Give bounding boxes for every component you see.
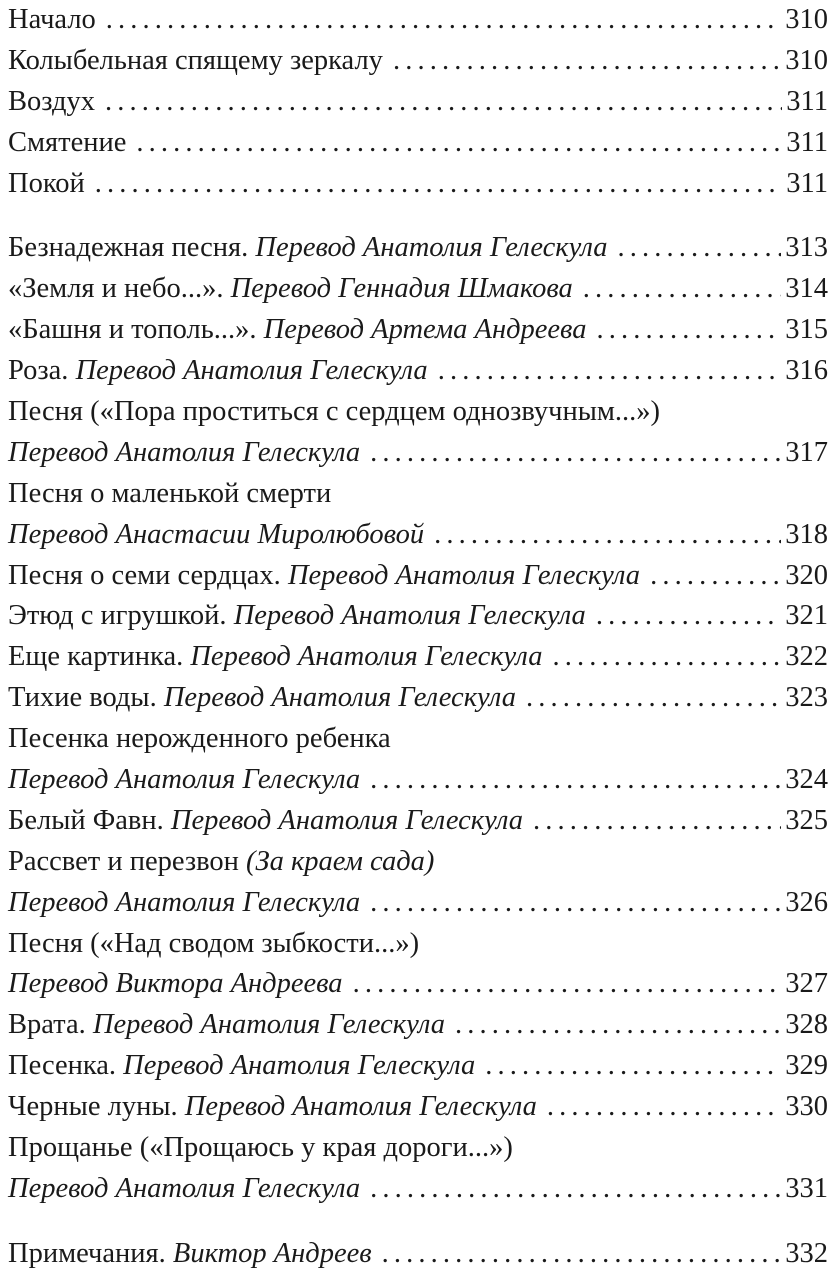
dot-leader: [552, 637, 781, 678]
entry-translator: Перевод Анатолия Гелескула: [8, 436, 361, 468]
toc-entry: [8, 637, 828, 678]
entry-line: [8, 1046, 828, 1087]
toc-entry: [8, 678, 828, 719]
entry-text: [8, 556, 640, 597]
entry-title-line: [8, 474, 828, 515]
entry-title-text: [8, 474, 331, 515]
entry-translator: Перевод Анастасии Миролюбовой: [8, 518, 425, 550]
entry-translator: Перевод Анатолия Гелескула: [163, 682, 516, 714]
entry-translator: Перевод Анатолия Гелескула: [92, 1009, 445, 1041]
dot-leader: [485, 1046, 781, 1087]
entry-title-line: [8, 1128, 828, 1169]
dot-leader: [370, 433, 781, 474]
entry-translator: Перевод Анатолия Гелескула: [233, 600, 586, 632]
entry-title-text: [8, 719, 391, 760]
entry-title: Тихие воды.: [8, 682, 164, 714]
entry-line: [8, 1169, 828, 1210]
page-number: 327: [785, 968, 828, 1000]
toc-entry: [8, 719, 828, 801]
toc-entry: [8, 164, 828, 205]
table-of-contents: [8, 0, 828, 1275]
entry-title: Смятение: [8, 126, 127, 158]
dot-leader: [438, 351, 782, 392]
entry-translator: Перевод Анатолия Гелескула: [184, 1091, 537, 1123]
toc-entry: [8, 310, 828, 351]
entry-line: [8, 678, 828, 719]
entry-title-line: [8, 924, 828, 965]
toc-section: [8, 0, 828, 204]
entry-title: Песня («Над сводом зыбкости...»): [8, 927, 420, 959]
toc-entry: [8, 556, 828, 597]
page-number: 315: [785, 314, 828, 346]
page-number: 326: [785, 886, 828, 918]
page-number: 310: [785, 44, 828, 76]
entry-translator: Перевод Анатолия Гелескула: [8, 886, 361, 918]
entry-title-line: [8, 842, 828, 883]
entry-text: [8, 1169, 360, 1210]
dot-leader: [136, 123, 782, 164]
entry-text: [8, 0, 96, 41]
entry-title: Прощанье («Прощаюсь у края дороги...»): [8, 1132, 513, 1164]
entry-text: [8, 433, 360, 474]
entry-title: Роза.: [8, 355, 76, 387]
entry-title: Еще картинка.: [8, 641, 191, 673]
entry-line: [8, 1087, 828, 1128]
page-number: 311: [786, 85, 828, 117]
entry-line: [8, 351, 828, 392]
toc-entry: [8, 842, 828, 924]
page-number: 330: [785, 1091, 828, 1123]
entry-line: [8, 433, 828, 474]
entry-text: [8, 228, 608, 269]
toc-entry: [8, 82, 828, 123]
entry-title-text: [8, 842, 434, 883]
toc-entry: [8, 1087, 828, 1128]
entry-title: Белый Фавн.: [8, 804, 171, 836]
entry-translator: Перевод Анатолия Гелескула: [8, 1172, 361, 1204]
entry-title: «Башня и тополь...».: [8, 314, 264, 346]
toc-entry: [8, 269, 828, 310]
entry-line: [8, 801, 828, 842]
page-number: 316: [785, 355, 828, 387]
entry-text: [8, 801, 523, 842]
page-number: 310: [785, 4, 828, 35]
toc-section: [8, 228, 828, 1209]
entry-title: Покой: [8, 167, 85, 199]
entry-title: Воздух: [8, 85, 96, 117]
page-number: 324: [785, 764, 828, 796]
entry-title-italic: (За краем сада): [246, 845, 435, 877]
dot-leader: [370, 883, 781, 924]
entry-text: [8, 164, 85, 205]
entry-text: [8, 1087, 537, 1128]
toc-entry: [8, 0, 828, 41]
entry-text: [8, 82, 95, 123]
toc-entry: [8, 1005, 828, 1046]
entry-title: Начало: [8, 4, 96, 35]
dot-leader: [526, 678, 781, 719]
dot-leader: [434, 515, 781, 556]
entry-title: «Земля и небо...».: [8, 273, 231, 305]
entry-line: [8, 228, 828, 269]
entry-line: [8, 123, 828, 164]
page-number: 322: [785, 641, 828, 673]
entry-text: [8, 41, 383, 82]
entry-title-text: [8, 392, 660, 433]
entry-translator: Перевод Анатолия Гелескула: [75, 355, 428, 387]
entry-translator: Перевод Артема Андреева: [263, 314, 587, 346]
dot-leader: [533, 801, 781, 842]
entry-title-line: [8, 719, 828, 760]
entry-line: [8, 556, 828, 597]
entry-title: Врата.: [8, 1009, 93, 1041]
toc-entry: [8, 351, 828, 392]
page-number: 323: [785, 682, 828, 714]
dot-leader: [455, 1005, 781, 1046]
entry-translator: Перевод Анатолия Гелескула: [190, 641, 543, 673]
page-number: 320: [785, 559, 828, 591]
entry-line: [8, 0, 828, 41]
page-number: 318: [785, 518, 828, 550]
dot-leader: [583, 269, 781, 310]
entry-text: [8, 964, 343, 1005]
toc-entry: [8, 392, 828, 474]
entry-title: Песня о семи сердцах.: [8, 559, 288, 591]
page-number: 321: [785, 600, 828, 632]
entry-line: [8, 164, 828, 205]
dot-leader: [596, 310, 781, 351]
entry-line: [8, 82, 828, 123]
toc-entry: [8, 801, 828, 842]
toc-entry: [8, 596, 828, 637]
page-number: 311: [786, 167, 828, 199]
entry-text: [8, 678, 516, 719]
entry-title-line: [8, 392, 828, 433]
entry-title: Песня о маленькой смерти: [8, 477, 332, 509]
dot-leader: [393, 41, 781, 82]
entry-title: Этюд с игрушкой.: [8, 600, 234, 632]
entry-translator: Перевод Геннадия Шмакова: [230, 273, 573, 305]
toc-entry: [8, 228, 828, 269]
page-number: 313: [785, 232, 828, 264]
entry-line: [8, 760, 828, 801]
entry-text: [8, 515, 424, 556]
dot-leader: [547, 1087, 781, 1128]
entry-line: [8, 596, 828, 637]
toc-entry: [8, 41, 828, 82]
dot-leader: [650, 556, 781, 597]
entry-title: Рассвет и перезвон: [8, 845, 246, 877]
entry-title: Песенка.: [8, 1050, 124, 1082]
entry-translator: Перевод Анатолия Гелескула: [123, 1050, 476, 1082]
entry-line: [8, 964, 828, 1005]
entry-title: Колыбельная спящему зеркалу: [8, 44, 383, 76]
entry-line: [8, 310, 828, 351]
entry-title: Песня («Пора проститься с сердцем однозвучным...»): [8, 396, 660, 428]
page-number: 314: [785, 273, 828, 305]
entry-line: [8, 41, 828, 82]
dot-leader: [95, 164, 783, 205]
entry-title: Безнадежная песня.: [8, 232, 256, 264]
entry-title-text: [8, 924, 419, 965]
toc-entry: [8, 924, 828, 1006]
page-number: 328: [785, 1009, 828, 1041]
entry-line: [8, 515, 828, 556]
entry-translator: Перевод Анатолия Гелескула: [287, 559, 641, 591]
dot-leader: [105, 82, 782, 123]
entry-line: [8, 269, 828, 310]
entry-translator: Перевод Анатолия Гелескула: [255, 232, 608, 264]
entry-line: [8, 637, 828, 678]
entry-translator: Перевод Анатолия Гелескула: [170, 804, 524, 836]
page-number: 329: [785, 1050, 828, 1082]
entry-text: [8, 1046, 475, 1087]
entry-line: [8, 883, 828, 924]
entry-text: [8, 351, 428, 392]
entry-text: [8, 1005, 445, 1046]
dot-leader: [370, 1169, 781, 1210]
entry-text: [8, 760, 360, 801]
entry-text: [8, 123, 126, 164]
toc-entry: [8, 1046, 828, 1087]
entry-text: [8, 269, 573, 310]
entry-text: [8, 310, 586, 351]
toc-entry: [8, 474, 828, 556]
entry-title-text: [8, 1128, 513, 1169]
page-number: 331: [785, 1172, 828, 1204]
entry-title: Песенка нерожденного ребенка: [8, 723, 391, 755]
page-number: 332: [785, 1237, 828, 1269]
entry-title: Черные луны.: [8, 1091, 185, 1123]
toc-entry: [8, 123, 828, 164]
page-number: 311: [786, 126, 828, 158]
dot-leader: [596, 596, 781, 637]
entry-text: [8, 637, 542, 678]
entry-translator: Перевод Анатолия Гелескула: [8, 764, 361, 796]
page-number: 325: [785, 804, 828, 836]
entry-line: [8, 1005, 828, 1046]
entry-text: [8, 596, 586, 637]
toc-entry: [8, 1128, 828, 1210]
entry-text: [8, 883, 360, 924]
dot-leader: [370, 760, 781, 801]
dot-leader: [618, 228, 782, 269]
entry-translator: Виктор Андреев: [172, 1237, 372, 1269]
entry-title: Примечания.: [8, 1237, 173, 1269]
dot-leader: [353, 964, 782, 1005]
page-number: 317: [785, 436, 828, 468]
entry-translator: Перевод Виктора Андреева: [8, 968, 343, 1000]
dot-leader: [106, 0, 781, 41]
